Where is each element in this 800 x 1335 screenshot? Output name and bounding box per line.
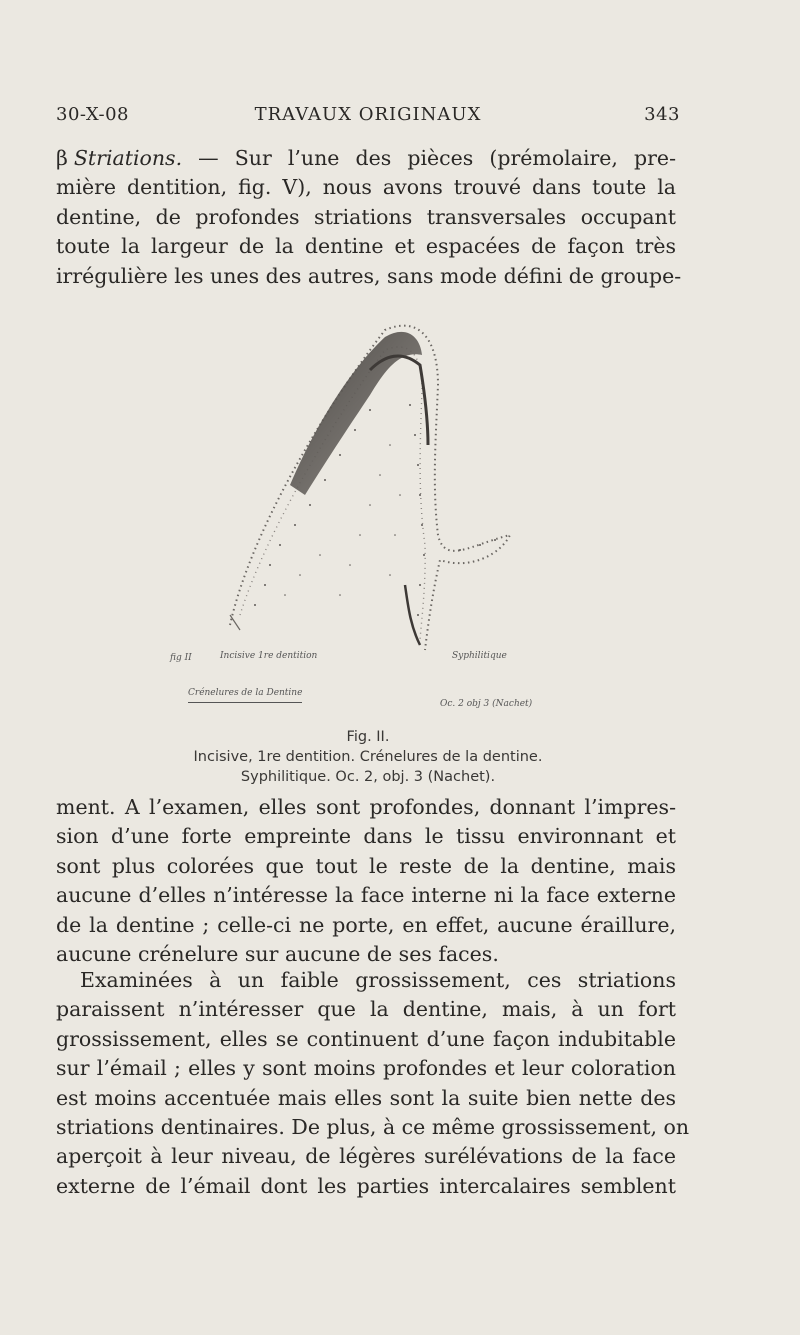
text-line: sont plus colorées que tout le reste de la dentine, mais	[56, 853, 676, 878]
text-line: sur l’émail ; elles y sont moins profondes et leur coloration	[56, 1056, 676, 1081]
text-line: aucune crénelure sur aucune de ses faces.	[56, 942, 499, 967]
text-line: aucune d’elles n’intéresse la face interne ni la face externe	[56, 883, 676, 908]
text-line: externe de l’émail dont les parties intercalaires semblent	[56, 1173, 676, 1198]
text-line: mière dentition, fig. V), nous avons trouvé dans toute la	[56, 175, 676, 200]
figure-caption-line1: Incisive, 1re dentition. Crénelures de la dentine.	[193, 749, 543, 765]
hand-diagnosis: Syphilitique	[452, 651, 507, 661]
text-line: est moins accentuée mais elles sont la suite bien nette des	[56, 1085, 676, 1110]
figure-tooth-drawing	[170, 295, 590, 715]
section-heading: Striations.	[73, 146, 183, 170]
page-number: 343	[644, 104, 680, 125]
text-line: sion d’une forte empreinte dans le tissu environnant et	[56, 824, 676, 849]
text-line: striations dentinaires. De plus, à ce même grossissement, on	[56, 1115, 690, 1140]
figure-caption-line2: Syphilitique. Oc. 2, obj. 3 (Nachet).	[240, 769, 496, 785]
text-line: aperçoit à leur niveau, de légères surélévations de la face	[56, 1144, 676, 1169]
base-mark	[230, 615, 240, 630]
figure-title: Fig. II.	[346, 729, 390, 745]
text-line: Examinées à un faible grossissement, ces striations	[80, 968, 676, 992]
paragraph-grossissement	[56, 966, 690, 1201]
text-line: grossissement, elles se continuent d’une façon indubitable	[56, 1026, 676, 1051]
text-line	[56, 144, 676, 173]
beta-symbol: β	[56, 146, 68, 170]
dentine-stipple	[240, 347, 425, 640]
hand-fig-number: fig II	[170, 653, 192, 663]
text-line: ment. A l’examen, elles sont profondes, donnant l’impres-	[56, 795, 676, 819]
text-line-rest: — Sur l’une des pièces (prémolaire, pre-	[182, 146, 676, 170]
stipple-dots	[254, 404, 496, 616]
figure-caption	[56, 727, 680, 787]
text-line: paraissent n’intéresser que la dentine, mais, à un fort	[56, 997, 676, 1022]
text-line: dentine, de profondes striations transversales occupant	[56, 204, 676, 229]
hand-optics: Oc. 2 obj 3 (Nachet)	[440, 699, 533, 709]
text-line: toute la largeur de la dentine et espacées de façon très	[56, 234, 676, 259]
text-line: irrégulière les unes des autres, sans mode défini de groupe-	[56, 263, 682, 288]
paragraph-examen	[56, 793, 676, 969]
issue-date: 30-X-08	[56, 104, 130, 125]
paragraph-striations	[56, 144, 682, 291]
text-line: de la dentine ; celle-ci ne porte, en effet, aucune éraillure,	[56, 912, 676, 937]
hand-crenelures-label: Crénelures de la Dentine	[188, 688, 302, 703]
section-title: TRAVAUX ORIGINAUX	[254, 104, 482, 125]
hand-tooth-label: Incisive 1re dentition	[220, 651, 318, 661]
running-head	[56, 104, 680, 132]
